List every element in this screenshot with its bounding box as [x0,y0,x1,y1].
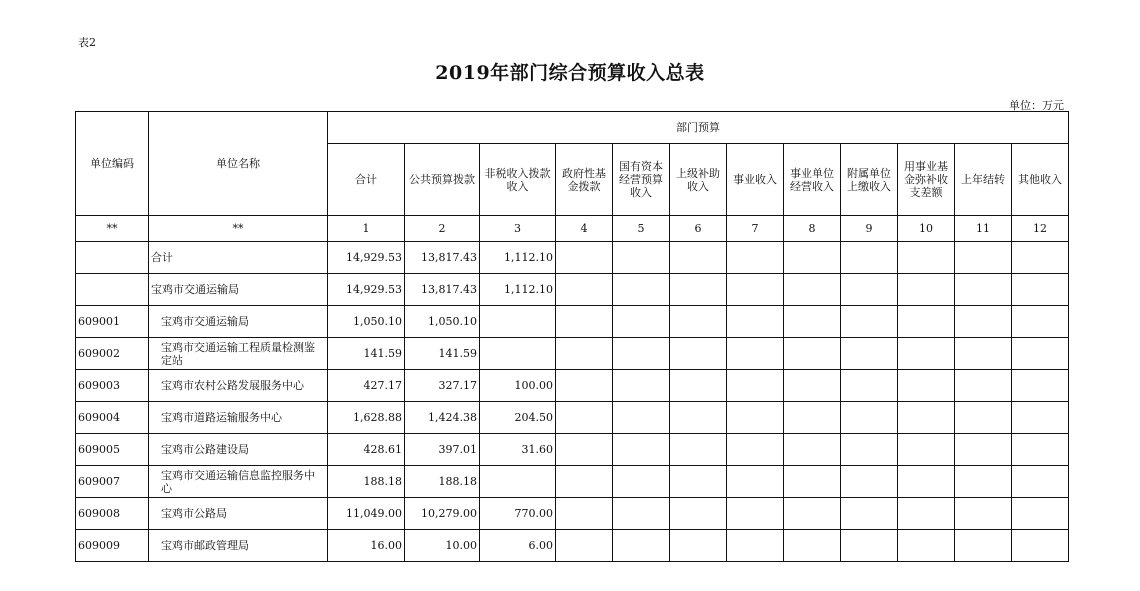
index-num: 12 [1012,216,1069,242]
value-cell [898,498,955,530]
value-cell: 1,050.10 [328,306,405,338]
value-cell: 397.01 [405,434,480,466]
table-row [76,530,1069,562]
index-row [76,216,1069,242]
value-cell [556,338,613,370]
unit-code-cell [76,274,149,306]
value-cell [670,434,727,466]
unit-name-cell: 宝鸡市公路局 [149,498,328,530]
value-cell [898,242,955,274]
value-cell [784,402,841,434]
header-col-5: 国有资本经营预算收入 [613,144,670,216]
value-cell: 204.50 [480,402,556,434]
value-cell [784,530,841,562]
header-col-4: 政府性基金拨款 [556,144,613,216]
index-num: 3 [480,216,556,242]
value-cell [1012,242,1069,274]
value-cell [841,242,898,274]
value-cell [898,306,955,338]
table-number: 表2 [78,36,96,49]
unit-code-cell: 609003 [76,370,149,402]
value-cell [898,402,955,434]
value-cell [1012,402,1069,434]
value-cell [955,466,1012,498]
value-cell: 327.17 [405,370,480,402]
value-cell [841,274,898,306]
value-cell [841,498,898,530]
value-cell [727,274,784,306]
table-row [76,274,1069,306]
document-title: 2019年部门综合预算收入总表 [435,62,705,84]
value-cell [613,530,670,562]
unit-name-cell: 宝鸡市交通运输局 [149,306,328,338]
value-cell [955,274,1012,306]
table-row [76,370,1069,402]
header-col-7: 事业收入 [727,144,784,216]
value-cell: 141.59 [405,338,480,370]
value-cell [784,274,841,306]
value-cell: 10,279.00 [405,498,480,530]
value-cell [556,274,613,306]
header-col-9: 附属单位上缴收入 [841,144,898,216]
value-cell [955,370,1012,402]
value-cell [898,338,955,370]
header-col-3: 非税收入拨款收入 [480,144,556,216]
value-cell [841,370,898,402]
value-cell [1012,338,1069,370]
unit-code-cell: 609004 [76,402,149,434]
index-num: 11 [955,216,1012,242]
unit-code-cell: 609005 [76,434,149,466]
index-num: 1 [328,216,405,242]
value-cell [784,370,841,402]
unit-code-cell: 609008 [76,498,149,530]
table-row [76,402,1069,434]
unit-name-cell: 宝鸡市邮政管理局 [149,530,328,562]
value-cell [784,306,841,338]
header-unit-code: 单位编码 [76,112,149,216]
value-cell: 427.17 [328,370,405,402]
value-cell [670,370,727,402]
value-cell [613,402,670,434]
unit-name-cell: 宝鸡市公路建设局 [149,434,328,466]
value-cell [784,498,841,530]
value-cell [613,338,670,370]
value-cell [955,498,1012,530]
value-cell [784,242,841,274]
unit-name-cell: 宝鸡市交通运输局 [149,274,328,306]
value-cell [670,466,727,498]
unit-name-cell: 宝鸡市农村公路发展服务中心 [149,370,328,402]
value-cell [784,434,841,466]
index-num: 8 [784,216,841,242]
index-num: 7 [727,216,784,242]
value-cell [727,530,784,562]
value-cell: 188.18 [328,466,405,498]
value-cell [613,370,670,402]
value-cell [841,306,898,338]
value-cell [1012,498,1069,530]
value-cell [727,370,784,402]
value-cell [727,434,784,466]
value-cell [480,338,556,370]
value-cell: 141.59 [328,338,405,370]
index-num: 9 [841,216,898,242]
value-cell [480,466,556,498]
value-cell [955,306,1012,338]
value-cell: 14,929.53 [328,274,405,306]
value-cell: 16.00 [328,530,405,562]
unit-code-cell [76,242,149,274]
value-cell: 1,050.10 [405,306,480,338]
value-cell [556,402,613,434]
value-cell [670,274,727,306]
value-cell [1012,530,1069,562]
value-cell [727,242,784,274]
header-col-12: 其他收入 [1012,144,1069,216]
index-code: ** [76,216,149,242]
value-cell: 14,929.53 [328,242,405,274]
table-row [76,242,1069,274]
value-cell [556,498,613,530]
index-num: 2 [405,216,480,242]
unit-name-cell: 宝鸡市交通运输工程质量检测鉴定站 [149,338,328,370]
value-cell [727,402,784,434]
value-cell [670,402,727,434]
value-cell [613,274,670,306]
value-cell [480,306,556,338]
value-cell [556,530,613,562]
value-cell: 1,112.10 [480,274,556,306]
table-row [76,338,1069,370]
unit-code-cell: 609009 [76,530,149,562]
value-cell: 1,112.10 [480,242,556,274]
header-col-10: 用事业基金弥补收支差额 [898,144,955,216]
value-cell [613,434,670,466]
header-dept-budget: 部门预算 [328,112,1069,144]
unit-name-cell: 宝鸡市道路运输服务中心 [149,402,328,434]
value-cell [898,466,955,498]
value-cell [841,466,898,498]
table-row [76,498,1069,530]
index-num: 5 [613,216,670,242]
value-cell [727,466,784,498]
value-cell [955,434,1012,466]
value-cell [784,338,841,370]
index-num: 6 [670,216,727,242]
header-col-11: 上年结转 [955,144,1012,216]
value-cell [556,434,613,466]
value-cell: 6.00 [480,530,556,562]
value-cell: 31.60 [480,434,556,466]
value-cell [841,338,898,370]
value-cell [727,306,784,338]
table-row [76,306,1069,338]
value-cell [955,338,1012,370]
value-cell [727,338,784,370]
value-cell [1012,466,1069,498]
value-cell: 100.00 [480,370,556,402]
value-cell [556,242,613,274]
value-cell: 11,049.00 [328,498,405,530]
value-cell [898,434,955,466]
value-cell [1012,274,1069,306]
value-cell [784,466,841,498]
index-num: 4 [556,216,613,242]
value-cell: 10.00 [405,530,480,562]
value-cell [898,274,955,306]
unit-name-cell: 合计 [149,242,328,274]
value-cell [556,306,613,338]
header-col-8: 事业单位经营收入 [784,144,841,216]
value-cell [670,530,727,562]
table-row [76,466,1069,498]
value-cell [898,530,955,562]
header-col-2: 公共预算拨款 [405,144,480,216]
value-cell: 1,628.88 [328,402,405,434]
value-cell [955,402,1012,434]
value-cell [841,530,898,562]
value-cell [670,498,727,530]
value-cell: 13,817.43 [405,242,480,274]
value-cell: 428.61 [328,434,405,466]
value-cell [955,530,1012,562]
budget-table [75,111,1069,562]
value-cell [1012,434,1069,466]
unit-code-cell: 609001 [76,306,149,338]
value-cell [556,466,613,498]
unit-name-cell: 宝鸡市交通运输信息监控服务中心 [149,466,328,498]
value-cell [1012,306,1069,338]
value-cell [613,306,670,338]
value-cell [841,402,898,434]
value-cell: 188.18 [405,466,480,498]
unit-code-cell: 609002 [76,338,149,370]
index-num: 10 [898,216,955,242]
value-cell [841,434,898,466]
value-cell [613,498,670,530]
value-cell [1012,370,1069,402]
value-cell [727,498,784,530]
value-cell [898,370,955,402]
value-cell [955,242,1012,274]
value-cell: 1,424.38 [405,402,480,434]
unit-label: 单位：万元 [1009,99,1064,112]
index-name: ** [149,216,328,242]
value-cell [670,242,727,274]
header-col-1: 合计 [328,144,405,216]
header-col-6: 上级补助收入 [670,144,727,216]
value-cell: 13,817.43 [405,274,480,306]
value-cell [670,306,727,338]
value-cell [670,338,727,370]
unit-code-cell: 609007 [76,466,149,498]
table-row [76,434,1069,466]
value-cell: 770.00 [480,498,556,530]
value-cell [556,370,613,402]
header-unit-name: 单位名称 [149,112,328,216]
value-cell [613,466,670,498]
value-cell [613,242,670,274]
